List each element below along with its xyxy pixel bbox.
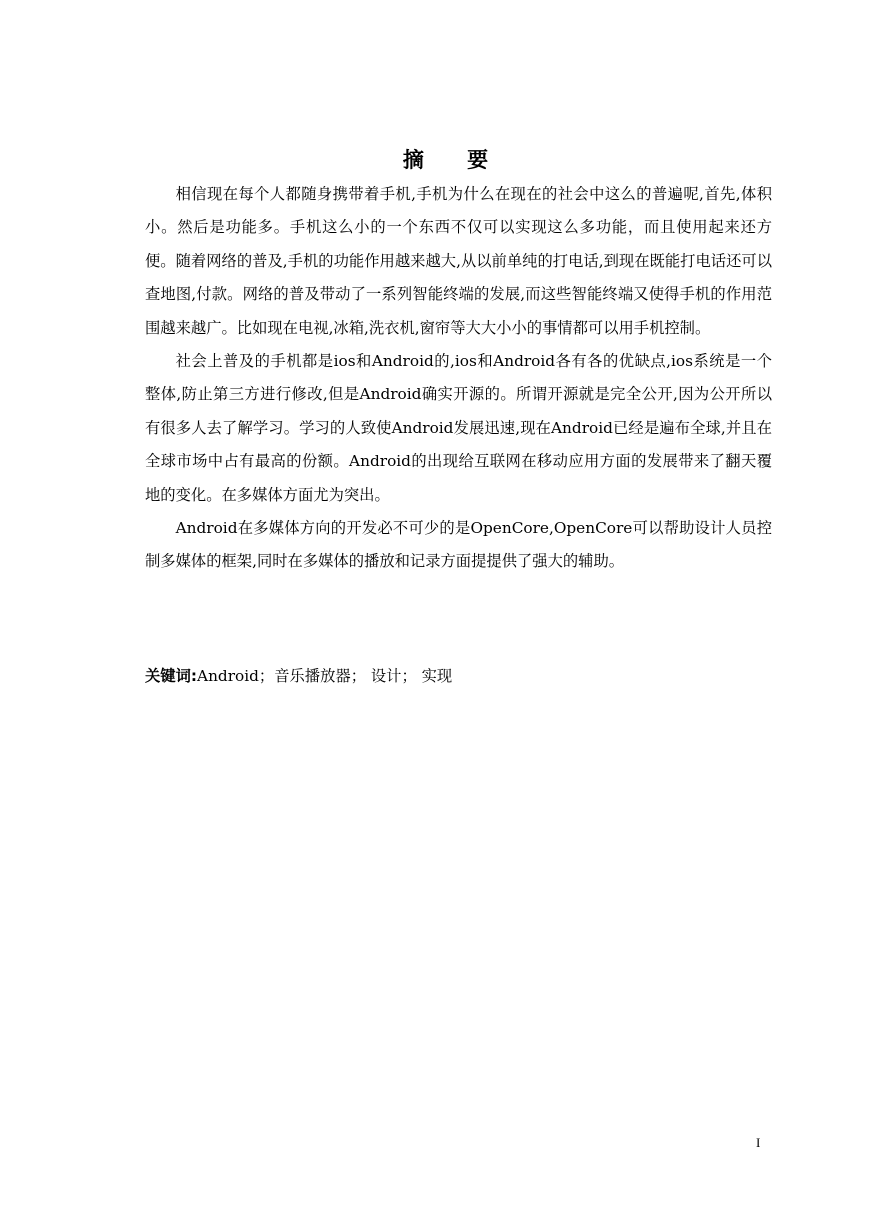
page-number: I <box>756 1135 761 1150</box>
keywords-line <box>145 661 772 691</box>
abstract-body <box>145 178 772 579</box>
abstract-paragraph-1: 相信现在每个人都随身携带着手机,手机为什么在现在的社会中这么的普遍呢,首先,体积小。然后是功能多。手机这么小的一个东西不仅可以实现这么多功能，而且使用起来还方便。随着网络的普及,手机的功能作用越来越大,从以前单纯的打电话,到现在既能打电话还可以查地图,付款。网络的普及带动了一系列智能终端的发展,而这些智能终端又使得手机的作用范围越来越广。比如现在电视,冰箱,洗衣机,窗帘等大大小小的事情都可以用手机控制。 <box>145 185 772 337</box>
abstract-paragraph-3: Android在多媒体方向的开发必不可少的是OpenCore,OpenCore可以帮助设计人员控制多媒体的框架,同时在多媒体的播放和记录方面提提供了强大的辅助。 <box>145 519 772 571</box>
keywords-value: Android；音乐播放器； 设计； 实现 <box>197 667 453 685</box>
keywords-label: 关键词: <box>145 667 198 685</box>
abstract-paragraph-2: 社会上普及的手机都是ios和Android的,ios和Android各有各的优缺点,ios系统是一个整体,防止第三方进行修改,但是Android确实开源的。所谓开源就是完全公开,因为公开所以有很多人去了解学习。学习的人致使Android发展迅速,现在Android已经是遍布全球,并且在全球市场中占有最高的份额。Android的出现给互联网在移动应用方面的发展带来了翻天覆地的变化。在多媒体方面尤为突出。 <box>145 352 772 504</box>
abstract-title: 摘 要 <box>402 148 507 172</box>
